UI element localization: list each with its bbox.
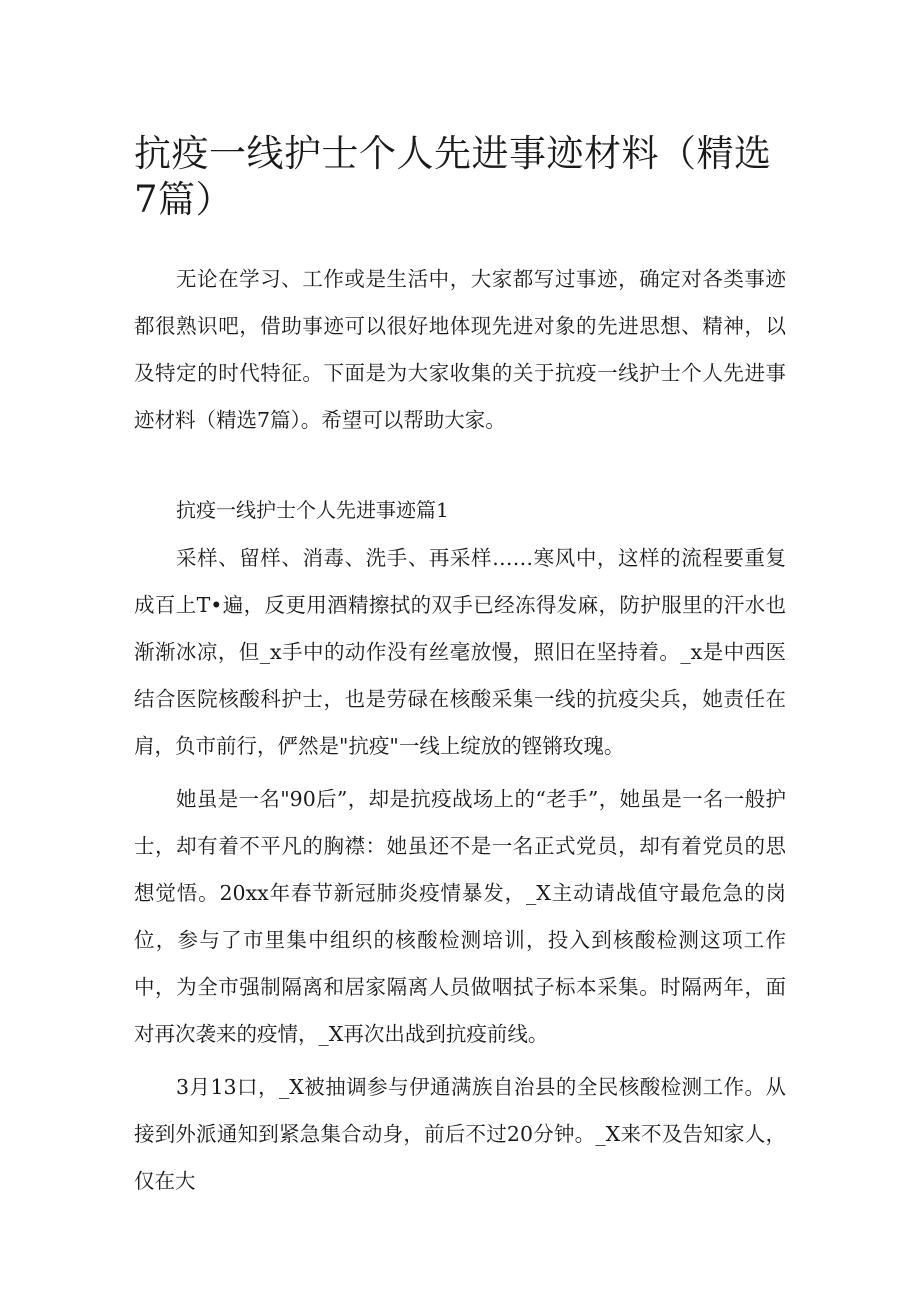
body-paragraph-2: 她虽是一名"90后”，却是抗疫战场上的“老手”，她虽是一名一般护士，却有着不平凡的胸襟：她虽还不是一名正式党员，却有着党员的思想觉悟。20xx年春节新冠肺炎疫情暴发，_X主动请战值守最危急的岗位，参与了市里集中组织的核酸检测培训，投入到核酸检测这项工作中，为全市强制隔离和居家隔离人员做咽拭子标本采集。时隔两年，面对再次袭来的疫情，_X再次出战到抗疫前线。	[134, 787, 786, 1046]
body-paragraph-3: 3月13口，_X被抽调参与伊通满族自治县的全民核酸检测工作。从接到外派通知到紧急集合动身，前后不过20分钟。_X来不及告知家人，仅在大	[134, 1075, 786, 1193]
section-heading: 抗疫一线护士个人先进事迹篇1	[176, 498, 449, 522]
body-paragraph-1: 采样、留样、消毒、洗手、再采样……寒风中，这样的流程要重复成百上T•遍，反更用酒精擦拭的双手已经冻得发麻，防护服里的汗水也渐渐冰凉，但_x手中的动作没有丝毫放慢，照旧在坚持着。_x是中西医结合医院核酸科护士，也是劳碌在核酸采集一线的抗疫尖兵，她责任在肩，负市前行，俨然是"抗疫"一线上绽放的铿锵玫瑰。	[134, 546, 786, 758]
intro-paragraph: 无论在学习、工作或是生活中，大家都写过事迹，确定对各类事迹都很熟识吧，借助事迹可以很好地体现先进对象的先进思想、精神，以及特定的时代特征。下面是为大家收集的关于抗疫一线护士个人先进事迹材料（精选7篇）。希望可以帮助大家。	[134, 267, 786, 432]
section-body	[134, 535, 786, 1211]
document-title: 抗疫一线护士个人先进事迹材料（精选7篇）	[134, 132, 772, 221]
